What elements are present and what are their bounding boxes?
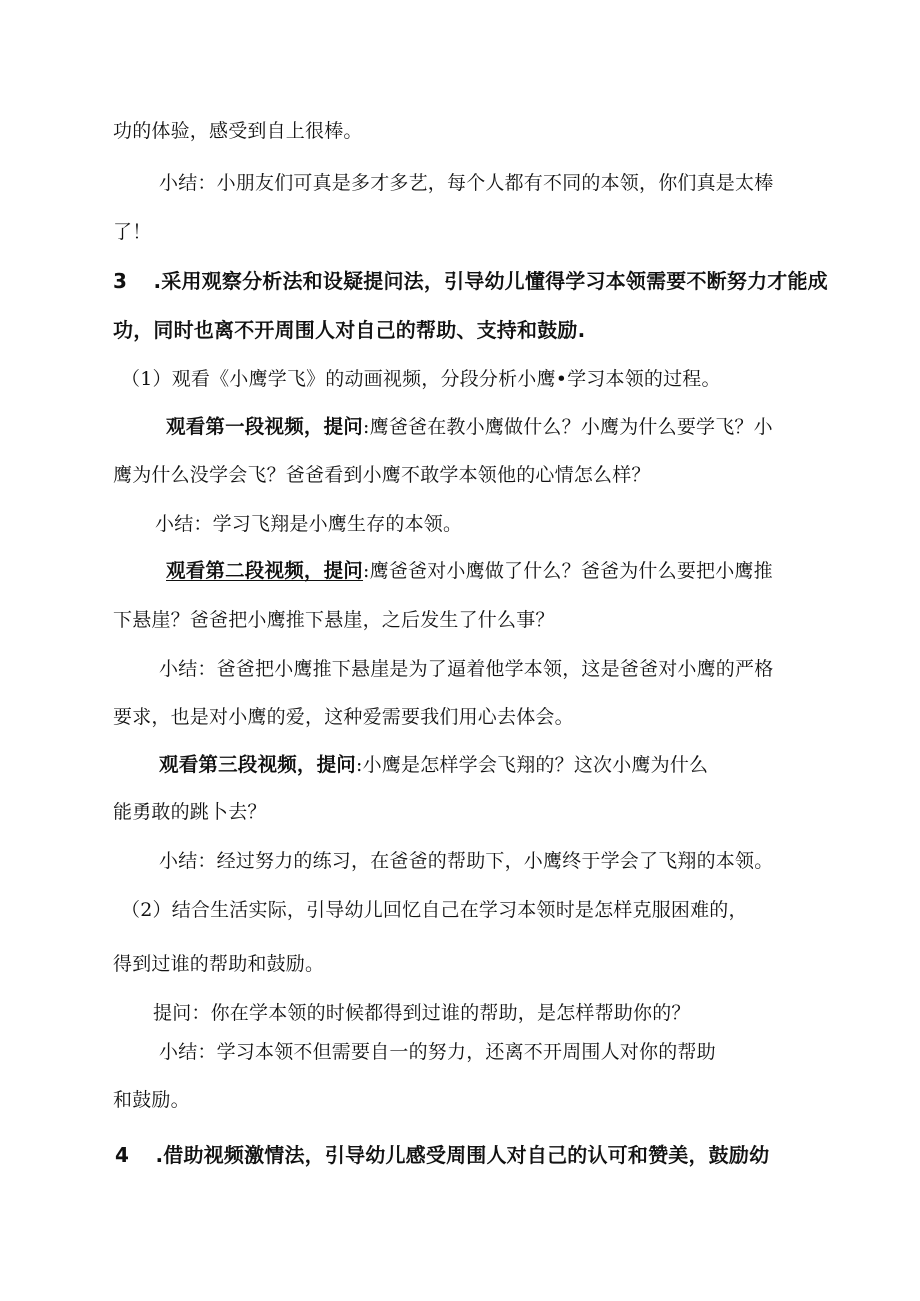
paragraph-line: [113, 220, 151, 244]
line-text: 小结：小朋友们可真是多才多艺，每个人都有不同的本领，你们真是太棒: [159, 172, 774, 194]
question-label: 观看第三段视频，提问: [159, 753, 357, 776]
paragraph-line: [113, 952, 324, 976]
summary-line: [155, 512, 462, 536]
section-number: 4: [115, 1143, 130, 1167]
line-text: 鹰为什么没学会飞？爸爸看到小鹰不敢学本领他的心情怎么样？: [113, 464, 651, 486]
line-text: 和鼓励。: [113, 1089, 190, 1111]
line-text: 小结：学习飞翔是小鹰生存的本领。: [155, 513, 463, 535]
paragraph-line: [113, 1088, 190, 1112]
question-line-first-video: [166, 415, 773, 439]
line-text: 能勇敢的跳卜去？: [113, 801, 267, 823]
question-line-second-video: [166, 559, 773, 583]
section-number: 3: [113, 269, 128, 293]
line-text: :小鹰是怎样学会飞翔的？这次小鹰为什么: [356, 754, 709, 776]
line-text: （1）观看《小鹰学飞》的动画视频，分段分析小鹰•学习本领的过程。: [121, 368, 721, 390]
section-title: .借助视频激情法，引导幼儿感受周围人对自己的认可和赞美，鼓励幼: [155, 1143, 770, 1167]
line-text: 小结：爸爸把小鹰推下悬崖是为了逼着他学本领，这是爸爸对小鹰的严格: [159, 658, 774, 680]
question-line: [153, 1001, 691, 1025]
section-title: .采用观察分析法和设疑提问法，引导幼儿懂得学习本领需要不断努力才能成: [153, 269, 828, 293]
question-label: 观看第二段视频，提问: [166, 559, 364, 582]
line-text: 提问：你在学本领的时候都得到过谁的帮助，是怎样帮助你的？: [153, 1002, 691, 1024]
section-title: 功，同时也离不开周围人对自己的帮助、支持和鼓励.: [113, 318, 586, 342]
summary-line: [159, 657, 773, 681]
line-text: :鹰爸爸在教小鹰做什么？小鹰为什么要学飞？小: [363, 416, 773, 438]
paragraph-line: [113, 463, 651, 487]
summary-line: [159, 171, 773, 195]
section-heading-4: [115, 1143, 769, 1167]
line-text: （2）结合生活实际，引导幼儿回忆自己在学习本领时是怎样克服困难的，: [121, 899, 748, 921]
subsection-heading-1: [121, 367, 721, 391]
section-heading-3-continued: [113, 318, 585, 342]
paragraph-line: [113, 119, 363, 143]
summary-line: [159, 1040, 716, 1064]
paragraph-line: [113, 800, 267, 824]
line-text: 要求，也是对小鹰的爱，这种爱需要我们用心去体会。: [113, 706, 574, 728]
question-line-third-video: [159, 753, 708, 777]
line-text: 功的体验，感受到自上很棒。: [113, 120, 363, 142]
line-text: 下悬崖？爸爸把小鹰推下悬崖，之后发生了什么事？: [113, 609, 555, 631]
line-text: 小结：经过努力的练习，在爸爸的帮助下，小鹰终于学会了飞翔的本领。: [159, 850, 774, 872]
subsection-heading-2: [121, 898, 748, 922]
line-text: 得到过谁的帮助和鼓励。: [113, 953, 325, 975]
question-label: 观看第一段视频，提问: [166, 415, 364, 438]
paragraph-line: [113, 608, 555, 632]
summary-line: [159, 849, 773, 873]
line-text: 小结：学习本领不但需要自一的努力，还离不开周围人对你的帮助: [159, 1041, 716, 1063]
line-text: :鹰爸爸对小鹰做了什么？爸爸为什么要把小鹰推: [363, 560, 773, 582]
section-heading-3: [113, 269, 828, 293]
paragraph-line: [113, 705, 574, 729]
line-text: 了！: [113, 221, 152, 243]
